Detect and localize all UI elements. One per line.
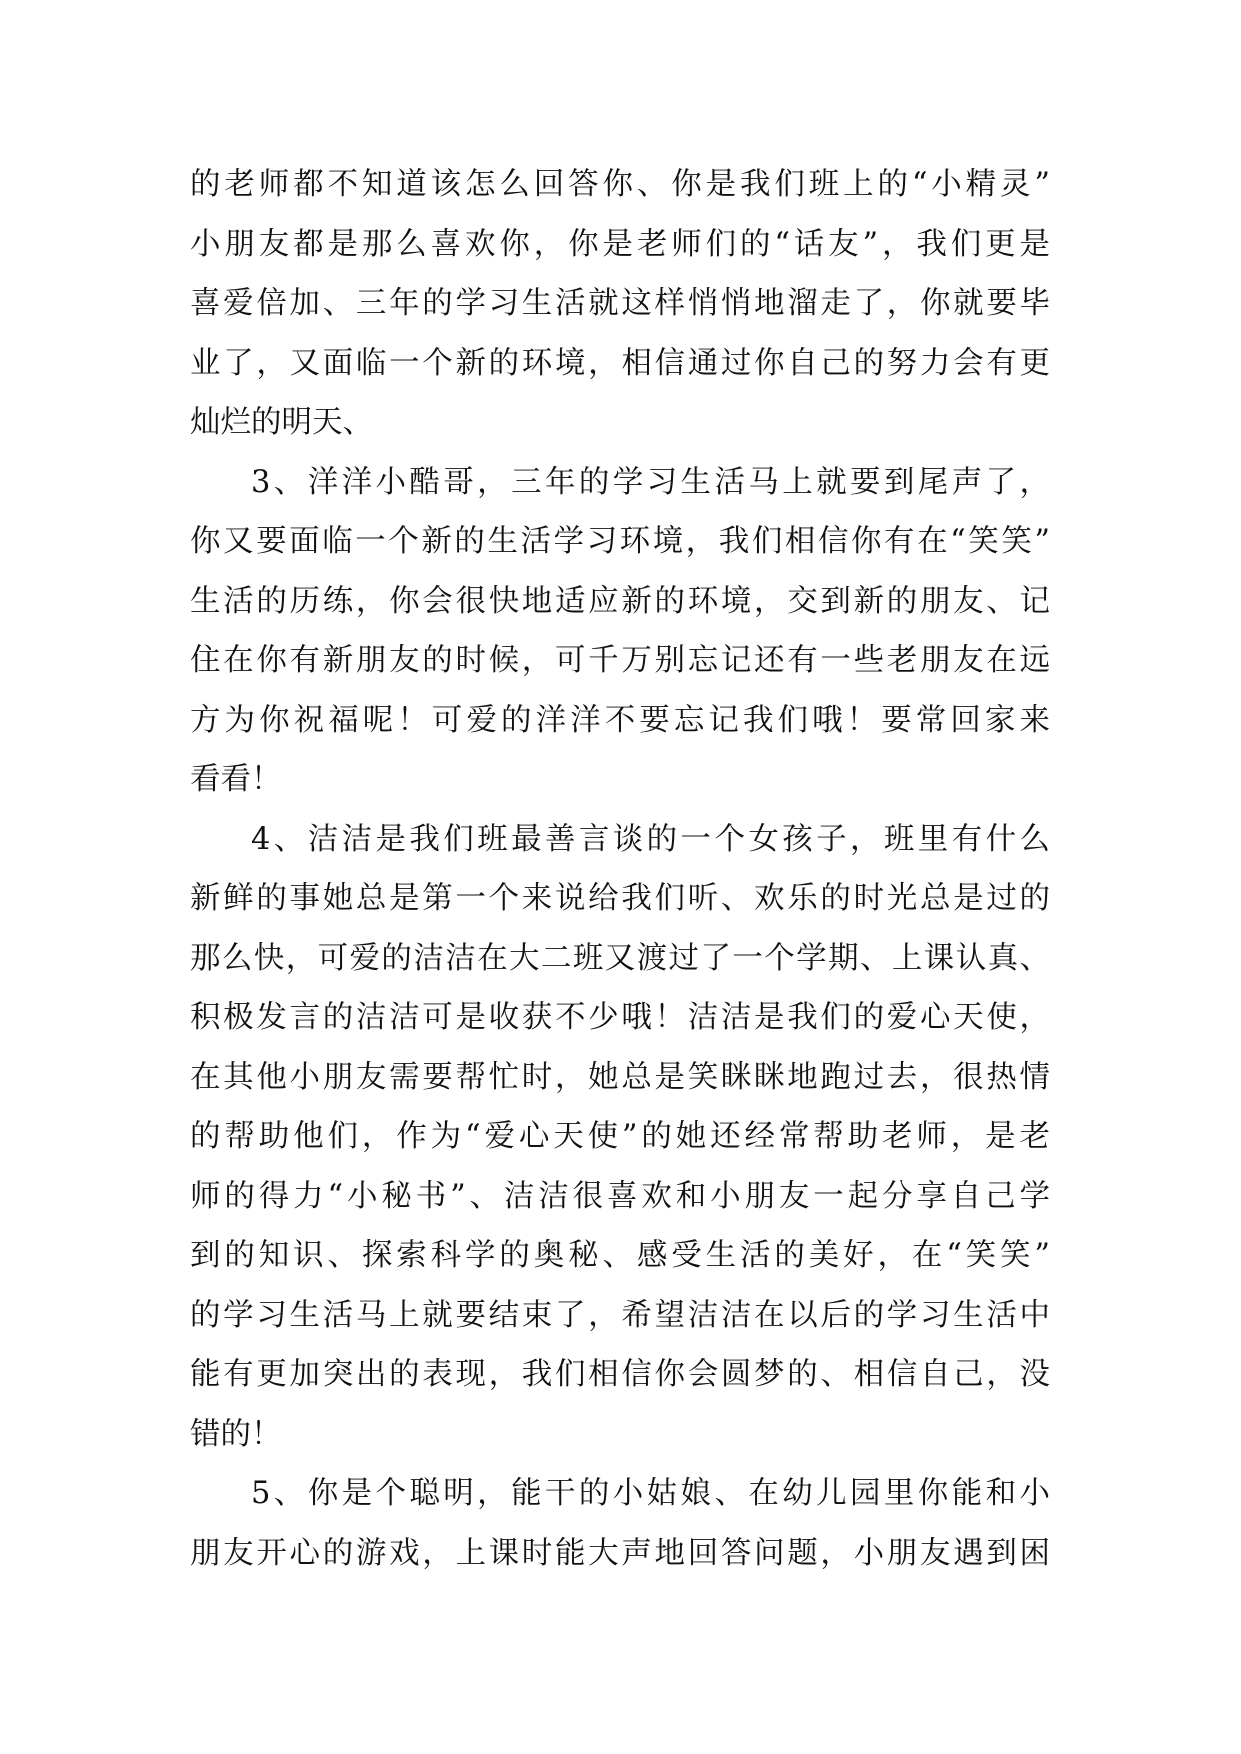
paragraph-3 [190,453,1050,810]
text-line: 4、洁洁是我们班最善言谈的一个女孩子，班里有什么 [251,821,1050,857]
document-body [190,155,1050,1583]
text-line: 你又要面临一个新的生活学习环境，我们相信你有在“笑笑” [190,524,1050,559]
paragraph-5 [190,1464,1050,1583]
text-line: 朋友开心的游戏，上课时能大声地回答问题，小朋友遇到困 [190,1535,1050,1571]
text-line: 那么快，可爱的洁洁在大二班又渡过了一个学期、上课认真、 [190,940,1050,976]
text-line: 能有更加突出的表现，我们相信你会圆梦的、相信自己，没 [190,1357,1050,1392]
text-line: 方为你祝福呢！可爱的洋洋不要忘记我们哦！要常回家来 [190,702,1050,738]
paragraph-4 [190,810,1050,1465]
text-line: 的学习生活马上就要结束了，希望洁洁在以后的学习生活中 [190,1297,1050,1333]
text-line: 在其他小朋友需要帮忙时，她总是笑眯眯地跑过去，很热情 [190,1059,1050,1095]
text-line: 错的！ [190,1416,282,1452]
text-line: 喜爱倍加、三年的学习生活就这样悄悄地溜走了，你就要毕 [190,286,1050,321]
text-line: 的老师都不知道该怎么回答你、你是我们班上的“小精灵” [190,167,1050,202]
paragraph-continued [190,155,1050,453]
text-line: 业了，又面临一个新的环境，相信通过你自己的努力会有更 [190,345,1050,381]
text-line: 小朋友都是那么喜欢你，你是老师们的“话友”，我们更是 [190,226,1050,262]
text-line: 到的知识、探索科学的奥秘、感受生活的美好，在“笑笑” [190,1238,1050,1273]
text-line: 的帮助他们，作为“爱心天使”的她还经常帮助老师，是老 [190,1119,1050,1154]
text-line: 3、洋洋小酷哥，三年的学习生活马上就要到尾声了， [251,464,1050,500]
text-line: 5、你是个聪明，能干的小姑娘、在幼儿园里你能和小 [251,1476,1050,1511]
text-line: 师的得力“小秘书”、洁洁很喜欢和小朋友一起分享自己学 [190,1178,1050,1214]
text-line: 生活的历练，你会很快地适应新的环境，交到新的朋友、记 [190,583,1050,619]
text-line: 住在你有新朋友的时候，可千万别忘记还有一些老朋友在远 [190,643,1050,678]
text-line: 灿烂的明天、 [190,405,373,440]
text-line: 看看！ [190,762,282,797]
text-line: 积极发言的洁洁可是收获不少哦！洁洁是我们的爱心天使， [190,1000,1050,1035]
text-line: 新鲜的事她总是第一个来说给我们听、欢乐的时光总是过的 [190,881,1050,916]
